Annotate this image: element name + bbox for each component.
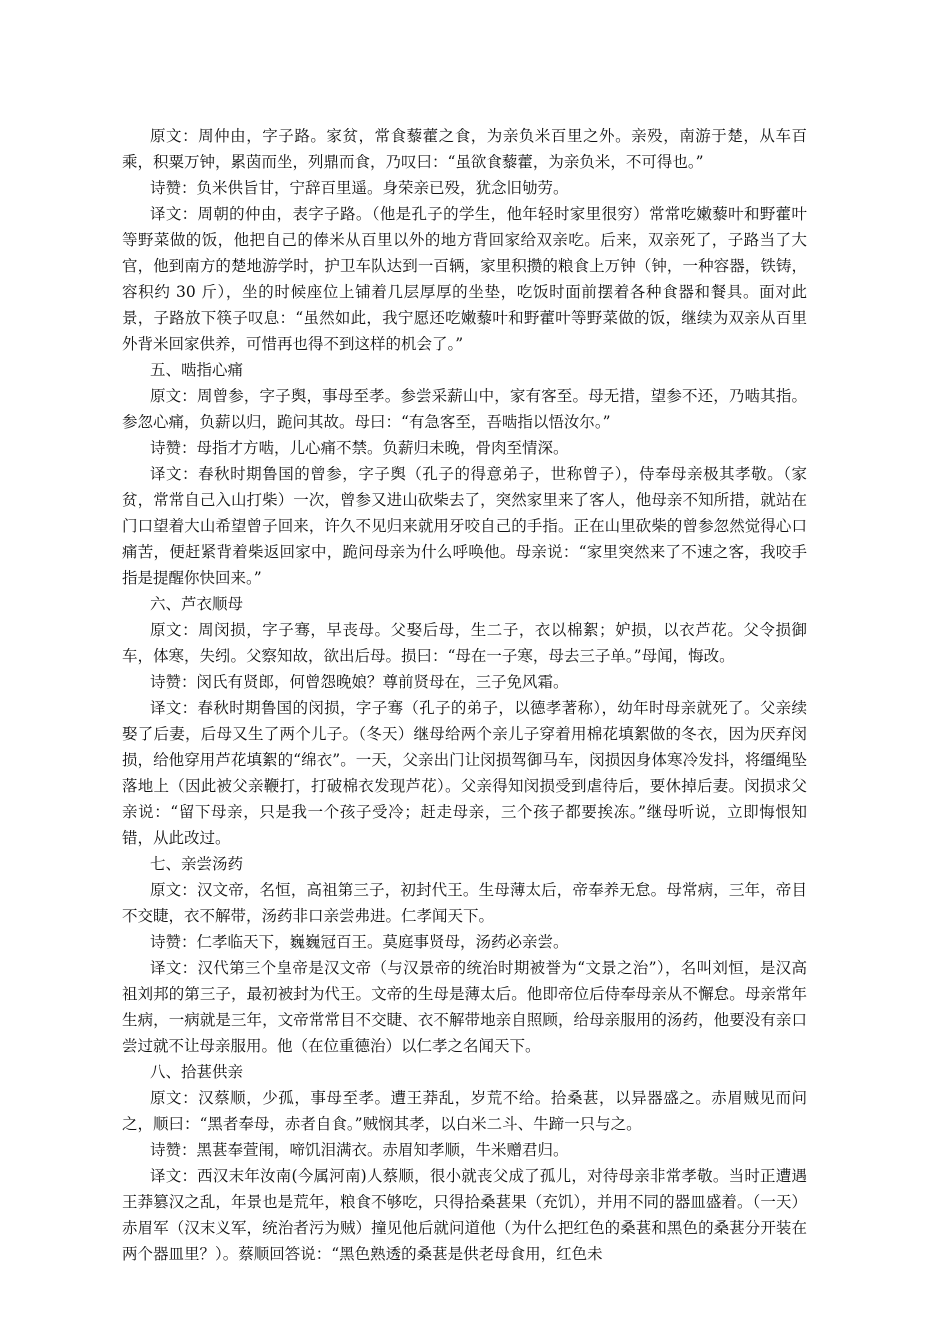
paragraph-original-zengshen: 原文：周曾参，字子舆，事母至孝。参尝采薪山中，家有客至。母无措，望参不还，乃啮其指。参忽心痛，负薪以归，跪问其故。母曰：“有急客至，吾啮指以悟汝尔。” [122, 387, 807, 431]
paragraph-translation-minsun: 译文：春秋时期鲁国的闵损，字子骞（孔子的弟子，以德孝著称），幼年时母亲就死了。父亲续娶了后妻，后母又生了两个儿子。（冬天）继母给两个亲儿子穿着用棉花填絮做的冬衣，因为厌弃闵损，给他穿用芦花填絮的“绵衣”。一天，父亲出门让闵损驾御马车，闵损因身体寒冷发抖，将缰绳坠落地上（因此被父亲鞭打，打破棉衣发现芦花）。父亲得知闵损受到虐待后，要休掉后妻。闵损求父亲说：“留下母亲，只是我一个孩子受冷；赶走母亲，三个孩子都要挨冻。”继母听说，立即悔恨知错，从此改过。 [122, 699, 807, 847]
section-heading-7: 七、亲尝汤药 [150, 855, 244, 873]
paragraph-poem-minsun: 诗赞：闵氏有贤郎，何曾怨晚娘？尊前贤母在，三子免风霜。 [150, 673, 569, 691]
section-heading-8: 八、拾葚供亲 [150, 1063, 244, 1081]
paragraph-original-caishun: 原文：汉蔡顺，少孤，事母至孝。遭王莽乱，岁荒不给。拾桑葚，以异器盛之。赤眉贼见而问之，顺曰：“黑者奉母，赤者自食。”贼悯其孝，以白米二斗、牛蹄一只与之。 [122, 1089, 807, 1133]
paragraph-translation-zilu: 译文：周朝的仲由，表字子路。（他是孔子的学生，他年轻时家里很穷）常常吃嫩藜叶和野藿叶等野菜做的饭，他把自己的俸米从百里以外的地方背回家给双亲吃。后来，双亲死了，子路当了大官，他到南方的楚地游学时，护卫车队达到一百辆，家里积攒的粮食上万钟（钟，一种容器，铁铸，容积约 30 斤），坐的时候座位上铺着几层厚厚的坐垫，吃饭时面前摆着各种食器和餐具。面对此景，子路放下筷子叹息：“虽然如此，我宁愿还吃嫩藜叶和野藿叶等野菜做的饭，继续为双亲从百里外背米回家供养，可惜再也得不到这样的机会了。” [122, 205, 807, 353]
paragraph-translation-caishun: 译文：西汉末年汝南(今属河南)人蔡顺，很小就丧父成了孤儿，对待母亲非常孝敬。当时正遭遇王莽篡汉之乱，年景也是荒年，粮食不够吃，只得拾桑葚果（充饥），并用不同的器皿盛着。（一天）赤眉军（汉末义军，统治者污为贼）撞见他后就问道他（为什么把红色的桑葚和黑色的桑葚分开装在两个器皿里？）。蔡顺回答说：“黑色熟透的桑葚是供老母食用，红色未 [122, 1167, 807, 1263]
section-heading-6: 六、芦衣顺母 [150, 595, 244, 613]
paragraph-poem-caishun: 诗赞：黑葚奉萱闱，啼饥泪满衣。赤眉知孝顺，牛米赠君归。 [150, 1141, 569, 1159]
paragraph-translation-zengshen: 译文：春秋时期鲁国的曾参，字子舆（孔子的得意弟子，世称曾子），侍奉母亲极其孝敬。（家贫，常常自己入山打柴）一次，曾参又进山砍柴去了，突然家里来了客人，他母亲不知所措，就站在门口望着大山希望曾子回来，许久不见归来就用牙咬自己的手指。正在山里砍柴的曾参忽然觉得心口痛苦，便赶紧背着柴返回家中，跪问母亲为什么呼唤他。母亲说：“家里突然来了不速之客，我咬手指是提醒你快回来。” [122, 465, 807, 587]
paragraph-poem-zilu: 诗赞：负米供旨甘，宁辞百里遥。身荣亲已殁，犹念旧劬劳。 [150, 179, 569, 197]
section-heading-5: 五、啮指心痛 [150, 361, 244, 379]
paragraph-poem-wendi: 诗赞：仁孝临天下，巍巍冠百王。莫庭事贤母，汤药必亲尝。 [150, 933, 569, 951]
paragraph-poem-zengshen: 诗赞：母指才方啮，儿心痛不禁。负薪归未晚，骨肉至情深。 [150, 439, 569, 457]
paragraph-original-wendi: 原文：汉文帝，名恒，高祖第三子，初封代王。生母薄太后，帝奉养无怠。母常病，三年，帝目不交睫，衣不解带，汤药非口亲尝弗进。仁孝闻天下。 [122, 881, 807, 925]
paragraph-original-zilu: 原文：周仲由，字子路。家贫，常食藜藿之食，为亲负米百里之外。亲殁，南游于楚，从车百乘，积粟万钟，累茵而坐，列鼎而食，乃叹曰：“虽欲食藜藿，为亲负米，不可得也。” [122, 127, 807, 171]
document-body [122, 123, 807, 1267]
paragraph-translation-wendi: 译文：汉代第三个皇帝是汉文帝（与汉景帝的统治时期被誉为“文景之治”），名叫刘恒，是汉高祖刘邦的第三子，最初被封为代王。文帝的生母是薄太后。他即帝位后侍奉母亲从不懈怠。母亲常年生病，一病就是三年，文帝常常目不交睫、衣不解带地亲自照顾，给母亲服用的汤药，他要没有亲口尝过就不让母亲服用。他（在位重德治）以仁孝之名闻天下。 [122, 959, 807, 1055]
paragraph-original-minsun: 原文：周闵损，字子骞，早丧母。父娶后母，生二子，衣以棉絮；妒损，以衣芦花。父令损御车，体寒，失纼。父察知故，欲出后母。损曰：“母在一子寒，母去三子单。”母闻，悔改。 [122, 621, 807, 665]
